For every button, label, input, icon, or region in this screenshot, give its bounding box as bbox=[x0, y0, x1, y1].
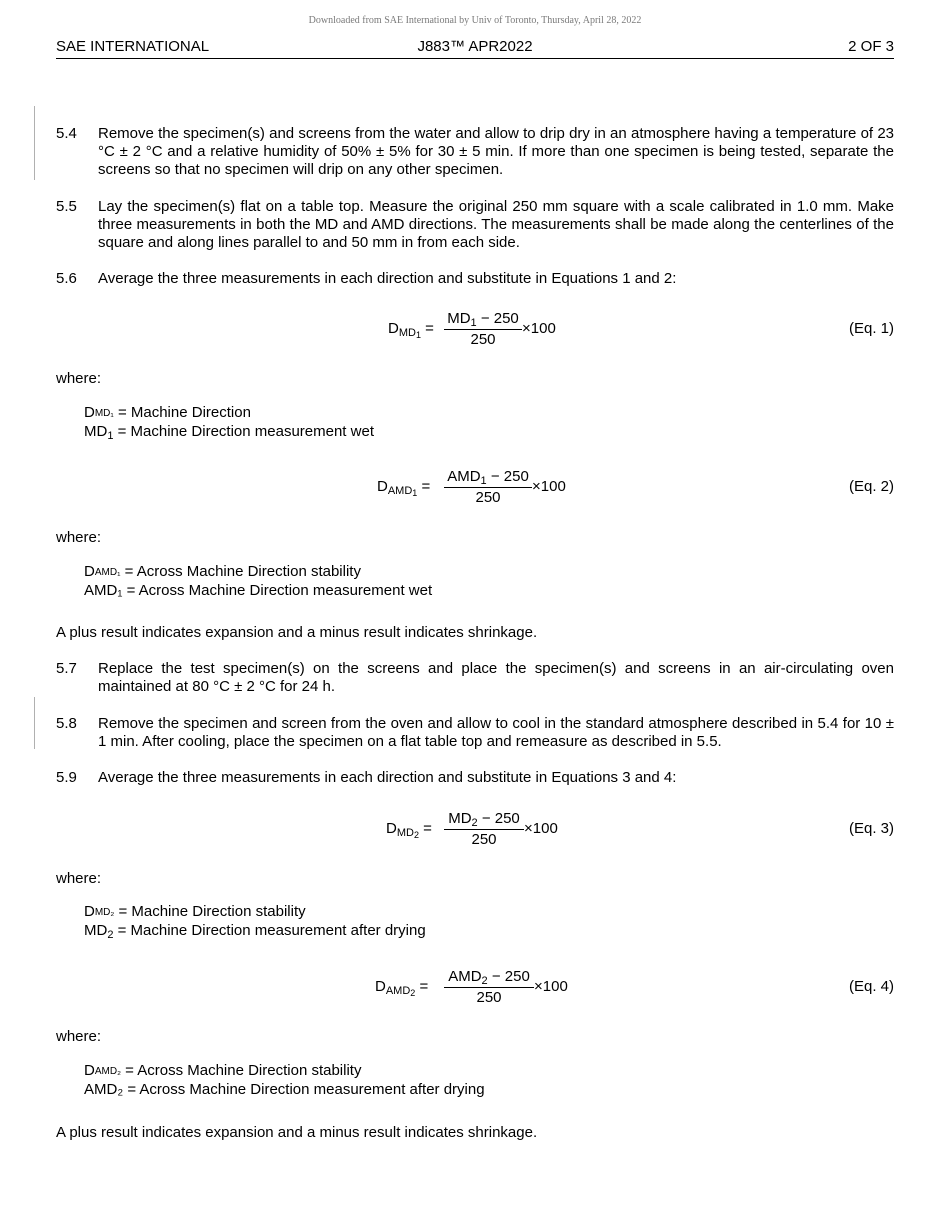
definition-line: $MD_2$ = Machine Direction measurement after drying bbox=[84, 922, 426, 941]
header-doc-id: J883™ APR2022 bbox=[417, 38, 533, 55]
plus-result-note: A plus result indicates expansion and a minus result indicates shrinkage. bbox=[56, 624, 538, 641]
equation-lhs: $D_{AMD1}$ = bbox=[377, 478, 431, 498]
definition-line: DMD₁ = Machine Direction bbox=[84, 404, 251, 421]
section-text: Average the three measurements in each direction and substitute in Equations 3 and 4: bbox=[98, 769, 677, 786]
section-5-6 bbox=[56, 270, 894, 288]
section-text: Lay the specimen(s) flat on a table top. Measure the original 250 mm square with a scale calibrated in 1.0 mm. Make three measurements in both the MD and AMD directions. The measurements shall be made along the centerlines of the square and along lines parallel to and 50 mm in from each side. bbox=[98, 198, 894, 251]
equation-multiplier: ×100 bbox=[532, 478, 566, 495]
section-5-8 bbox=[56, 715, 894, 751]
equation-multiplier: ×100 bbox=[524, 820, 558, 837]
page-header bbox=[56, 38, 894, 59]
equation-3 bbox=[0, 809, 950, 849]
equation-fraction: $\frac{MD_1 - 250}{250}$ bbox=[444, 309, 522, 350]
equation-lhs: $D_{MD1}$ = bbox=[388, 320, 434, 340]
section-5-4 bbox=[56, 125, 894, 179]
where-label: where: bbox=[56, 1028, 102, 1045]
section-5-5 bbox=[56, 198, 894, 252]
section-5-7 bbox=[56, 660, 894, 696]
equation-label: (Eq. 4) bbox=[848, 978, 894, 995]
section-number: 5.7 bbox=[56, 660, 77, 677]
where-label: where: bbox=[56, 870, 102, 887]
definition-line: DAMD₁ = Across Machine Direction stability bbox=[84, 563, 361, 580]
equation-4 bbox=[0, 967, 950, 1007]
where-label: where: bbox=[56, 370, 102, 387]
equation-multiplier: ×100 bbox=[534, 978, 568, 995]
change-bar bbox=[34, 697, 35, 749]
section-5-9 bbox=[56, 769, 894, 787]
equation-2 bbox=[0, 467, 950, 507]
header-org: SAE INTERNATIONAL bbox=[56, 38, 210, 55]
section-text: Remove the specimen(s) and screens from the water and allow to drip dry in an atmosphere having a temperature of 23 °C ± 2 °C and a relative humidity of 50% ± 5% for 30 ± 5 min. If more than one specimen is being tested, separate the screens so that no specimen will drip on any other specimen. bbox=[98, 125, 894, 178]
equation-label: (Eq. 1) bbox=[848, 320, 894, 337]
download-watermark: Downloaded from SAE International by Univ of Toronto, Thursday, April 28, 2022 bbox=[308, 15, 642, 26]
equation-lhs: $D_{MD2}$ = bbox=[386, 820, 432, 840]
equation-1 bbox=[0, 309, 950, 349]
section-text: Replace the test specimen(s) on the screens and place the specimen(s) and screens in an air-circulating oven maintained at 80 °C ± 2 °C for 24 h. bbox=[98, 660, 894, 695]
equation-fraction: $\frac{MD_2 - 250}{250}$ bbox=[444, 809, 524, 850]
section-number: 5.9 bbox=[56, 769, 77, 786]
section-number: 5.5 bbox=[56, 198, 77, 215]
definition-line: AMD₂ = Across Machine Direction measurement after drying bbox=[84, 1081, 485, 1098]
header-page-number: 2 OF 3 bbox=[848, 38, 894, 55]
section-text: Average the three measurements in each direction and substitute in Equations 1 and 2: bbox=[98, 270, 677, 287]
section-text: Remove the specimen and screen from the oven and allow to cool in the standard atmosphere described in 5.4 for 10 ± 1 min. After cooling, place the specimen on a flat table top and remeasure as described in 5.5. bbox=[98, 715, 894, 750]
definition-block bbox=[84, 1062, 485, 1099]
definition-line: DAMD₂ = Across Machine Direction stability bbox=[84, 1062, 362, 1079]
section-number: 5.8 bbox=[56, 715, 77, 732]
equation-fraction: $AMD_1 - 250$ 250 bbox=[444, 467, 532, 508]
equation-label: (Eq. 2) bbox=[848, 478, 894, 495]
definition-block bbox=[84, 903, 426, 940]
definition-line: $MD_1$ = Machine Direction measurement wet bbox=[84, 423, 374, 442]
equation-fraction: $AMD_2 - 250$ 250 bbox=[444, 967, 534, 1008]
equation-multiplier: ×100 bbox=[522, 320, 556, 337]
section-number: 5.6 bbox=[56, 270, 77, 287]
section-number: 5.4 bbox=[56, 125, 77, 142]
definition-line: DMD₂ = Machine Direction stability bbox=[84, 903, 306, 920]
change-bar bbox=[34, 106, 35, 180]
where-label: where: bbox=[56, 529, 102, 546]
definition-block bbox=[84, 563, 432, 600]
equation-label: (Eq. 3) bbox=[848, 820, 894, 837]
definition-line: AMD₁ = Across Machine Direction measurement wet bbox=[84, 582, 433, 599]
equation-lhs: $D_{AMD2}$ = bbox=[375, 978, 429, 998]
definition-block bbox=[84, 404, 374, 441]
plus-result-note: A plus result indicates expansion and a minus result indicates shrinkage. bbox=[56, 1124, 538, 1141]
